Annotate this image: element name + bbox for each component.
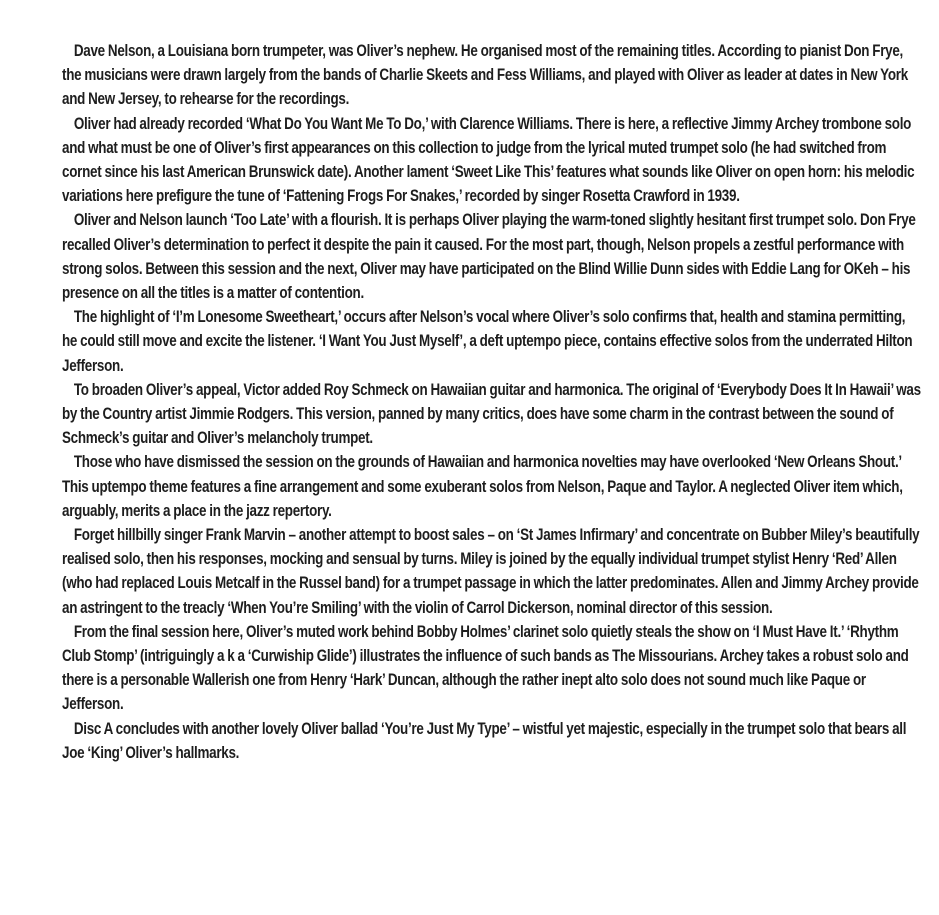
paragraph-new-orleans-shout: Those who have dismissed the session on the grounds of Hawaiian and harmonica novelties may have overlooked ‘New Orleans Shout.’ This uptempo theme features a fine arrangement and some exuberant solos from Nelson, Paque and Taylor. A neglected Oliver item which, arguably, merits a place in the jazz repertory. (62, 452, 903, 520)
paragraph-st-james-infirmary: Forget hillbilly singer Frank Marvin – another attempt to boost sales – on ‘St James Infirmary’ and concentrate on Bubber Miley’s beautifully realised solo, then his responses, mocking and sensual by turns. Miley is joined by the equally individual trumpet stylist Henry ‘Red’ Allen (who had replaced Louis Metcalf in the Russel band) for a trumpet passage in which the latter predominates. Allen and Jimmy Archey provide an astringent to the treacly ‘When You’re Smiling’ with the violin of Carrol Dickerson, nominal director of this session. (62, 525, 920, 617)
paragraph-dave-nelson: Dave Nelson, a Louisiana born trumpeter, was Oliver’s nephew. He organised most of the remaining titles. According to pianist Don Frye, the musicians were drawn largely from the bands of Charlie Skeets and Fess Williams, and played with Oliver as leader at dates in New York and New Jersey, to rehearse for the recordings. (62, 41, 908, 109)
paragraph-too-late: Oliver and Nelson launch ‘Too Late’ with a flourish. It is perhaps Oliver playing the warm-toned slightly hesitant first trumpet solo. Don Frye recalled Oliver’s determination to perfect it despite the pain it caused. For the most part, though, Nelson propels a zestful performance with strong solos. Between this session and the next, Oliver may have participated on the Blind Willie Dunn sides with Eddie Lang for OKeh – his presence on all the titles is a matter of contention. (62, 210, 916, 303)
paragraph-final-session: From the final session here, Oliver’s muted work behind Bobby Holmes’ clarinet solo quietly steals the show on ‘I Must Have It.’ ‘Rhythm Club Stomp’ (intriguingly a k a ‘Curwiship Glide’) illustrates the influence of such bands as The Missourians. Archey takes a robust solo and there is a personable Wallerish one from Henry ‘Hark’ Duncan, although the rather inept alto solo does not sound much like Paque or Jefferson. (62, 621, 909, 714)
paragraph-what-do-you-want: Oliver had already recorded ‘What Do You Want Me To Do,’ with Clarence Williams. There is here, a reflective Jimmy Archey trombone solo and what must be one of Oliver’s first appearances on this collection to judge from the lyrical muted trumpet solo (he had switched from cornet since his last American Brunswick date). Another lament ‘Sweet Like This’ features what sounds like Oliver on open horn: his melodic variations here prefigure the tune of ‘Fattening Frogs For Snakes,’ recorded by singer Rosetta Crawford in 1939. (62, 113, 915, 206)
paragraph-lonesome-sweetheart: The highlight of ‘I’m Lonesome Sweetheart,’ occurs after Nelson’s vocal where Oliver’s solo confirms that, health and stamina permitting, he could still move and excite the listener. ‘I Want You Just Myself’, a deft uptempo piece, contains effective solos from the underrated Hilton Jefferson. (62, 307, 913, 375)
liner-notes-page (62, 39, 922, 765)
paragraph-hawaiian-guitar: To broaden Oliver’s appeal, Victor added Roy Schmeck on Hawaiian guitar and harmonica. The original of ‘Everybody Does It In Hawaii’ was by the Country artist Jimmie Rodgers. This version, panned by many critics, does have some charm in the contrast between the sound of Schmeck’s guitar and Oliver’s melancholy trumpet. (62, 379, 921, 448)
paragraph-disc-a-conclusion: Disc A concludes with another lovely Oliver ballad ‘You’re Just My Type’ – wistful yet majestic, especially in the trumpet solo that bears all Joe ‘King’ Oliver’s hallmarks. (62, 718, 907, 762)
